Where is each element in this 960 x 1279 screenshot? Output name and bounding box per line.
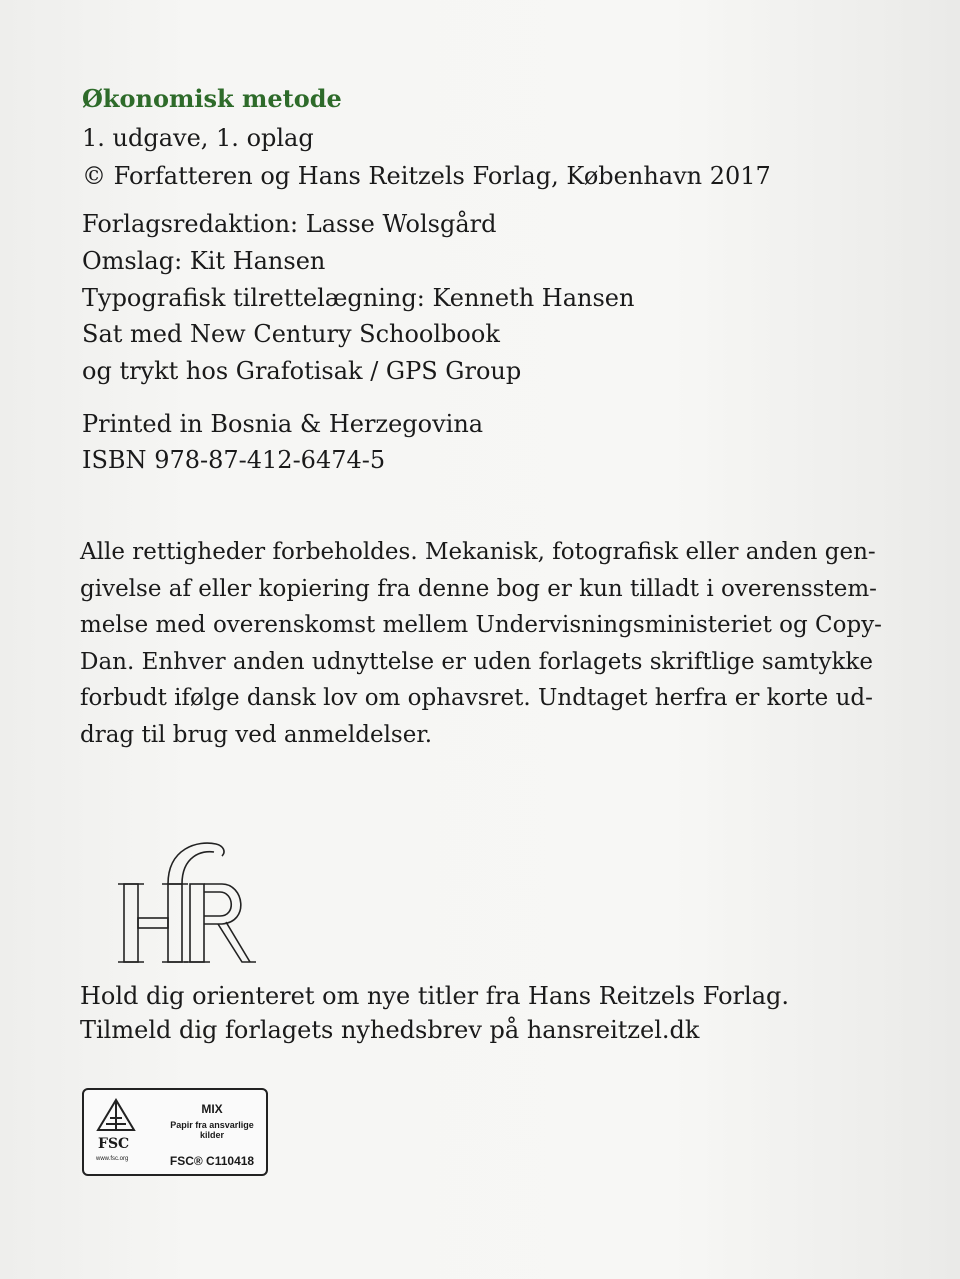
credit-cover: Omslag: Kit Hansen	[82, 247, 326, 275]
rights-line: Alle rettigheder forbeholdes. Mekanisk, fotografisk eller anden gen-	[80, 539, 876, 565]
fsc-badge	[82, 1088, 268, 1176]
fsc-label: FSC	[98, 1136, 130, 1152]
credit-typeset: Sat med New Century Schoolbook	[82, 320, 500, 348]
printed-in: Printed in Bosnia & Herzegovina	[82, 410, 484, 438]
rights-line: drag til brug ved anmeldelser.	[80, 721, 433, 748]
newsletter-line-1: Hold dig orienteret om nye titler fra Hans Reitzels Forlag.	[80, 982, 789, 1010]
rights-paragraph	[80, 534, 930, 753]
isbn: ISBN 978-87-412-6474-5	[82, 446, 386, 474]
edition-line: 1. udgave, 1. oplag	[82, 124, 314, 152]
credit-typography: Typografisk tilrettelægning: Kenneth Hansen	[82, 284, 635, 312]
copyright-line: © Forfatteren og Hans Reitzels Forlag, København 2017	[82, 162, 771, 190]
credit-printer: og trykt hos Grafotisak / GPS Group	[82, 357, 522, 385]
rights-line: forbudt ifølge dansk lov om ophavsret. Undtaget herfra er korte ud-	[80, 685, 873, 711]
fsc-url: www.fsc.org	[96, 1156, 129, 1162]
fsc-mix: MIX	[201, 1102, 223, 1116]
hans-reitzel-monogram-logo	[118, 838, 258, 972]
rights-line: Dan. Enhver anden udnyttelse er uden forlagets skriftlige samtykke	[80, 648, 873, 675]
credit-editor: Forlagsredaktion: Lasse Wolsgård	[82, 210, 497, 238]
book-title: Økonomisk metode	[82, 84, 342, 113]
fsc-subtitle: Papir fra ansvarlige kilder	[170, 1120, 254, 1140]
rights-line: givelse af eller kopiering fra denne bog er kun tilladt i overensstem-	[80, 575, 877, 602]
fsc-code: FSC® C110418	[169, 1154, 255, 1168]
newsletter-line-2: Tilmeld dig forlagets nyhedsbrev på hansreitzel.dk	[80, 1016, 700, 1044]
rights-line: melse med overenskomst mellem Undervisningsministeriet og Copy-	[80, 612, 882, 638]
